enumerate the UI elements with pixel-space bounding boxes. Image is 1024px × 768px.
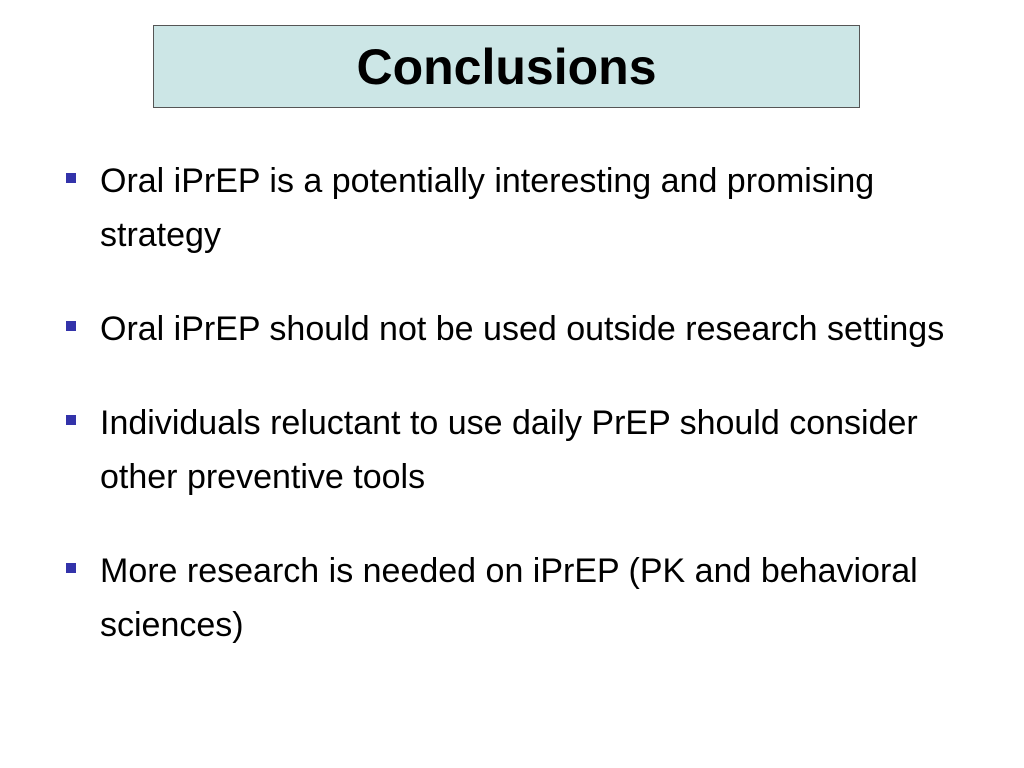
bullet-text: Individuals reluctant to use daily PrEP should consider other preventive tools <box>100 404 918 496</box>
bullet-item <box>64 302 964 356</box>
title-box <box>153 25 860 108</box>
square-bullet-icon <box>66 415 76 425</box>
square-bullet-icon <box>66 173 76 183</box>
slide-title: Conclusions <box>356 38 657 95</box>
square-bullet-icon <box>66 321 76 331</box>
square-bullet-icon <box>66 563 76 573</box>
bullet-text: More research is needed on iPrEP (PK and behavioral sciences) <box>100 552 918 644</box>
bullet-item <box>64 544 964 652</box>
bullet-text: Oral iPrEP is a potentially interesting and promising strategy <box>100 162 875 254</box>
bullet-item <box>64 396 964 504</box>
bullet-item <box>64 154 964 262</box>
bullet-list <box>64 154 964 692</box>
bullet-text: Oral iPrEP should not be used outside research settings <box>100 310 945 348</box>
